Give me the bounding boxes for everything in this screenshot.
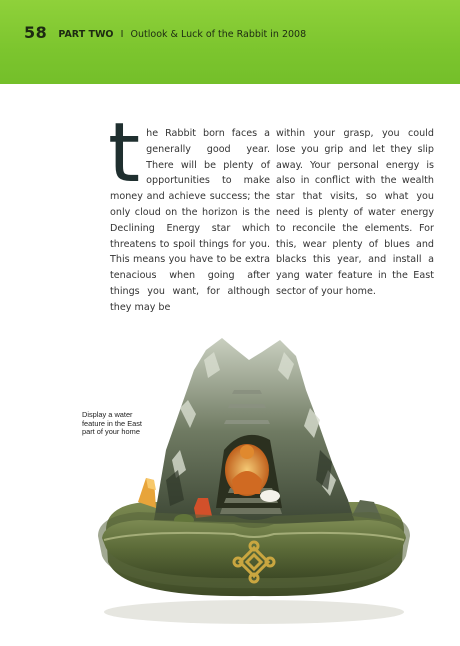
page-header-band [0,0,460,84]
figure-caption: Display a water feature in the East part of your home [82,410,142,437]
chapter-title: Outlook & Luck of the Rabbit in 2008 [130,29,307,40]
running-head [24,22,306,42]
drop-cap: t [108,106,141,201]
water-feature-photo [84,330,424,630]
page-number: 58 [24,23,48,42]
part-label: PART TWO [58,29,114,40]
body-text-left: he Rabbit born faces a generally good year. There will be plenty of opportunities to make money and achieve success; the only cloud on the horizon is the Declining Energy star which threatens to spoil things for you. This means you have to be extra tenacious when going after things you want, for although they may be [110,128,270,313]
article-column-left [108,106,270,316]
article-column-right [276,126,434,300]
separator: I [120,29,124,40]
body-text-right: within your grasp, you could lose you grip and let they slip away. Your personal energy is also in conflict with the wealth star that visits, so what you need is plenty of water energy to reconcile the elements. For this, wear plenty of blues and blacks this year, and install a yang water feature in the East sector of your home. [276,128,434,297]
